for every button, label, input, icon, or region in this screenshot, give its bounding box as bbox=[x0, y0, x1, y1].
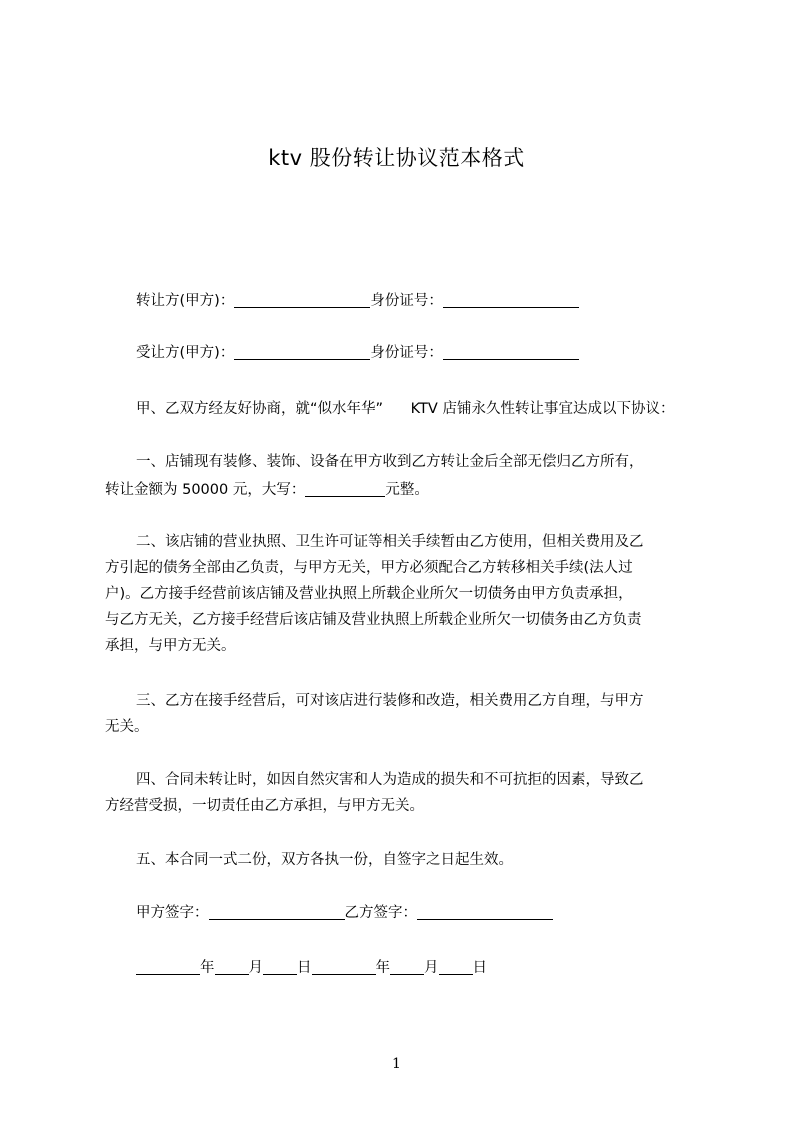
clause-2-line-5: 承担，与甲方无关。 bbox=[105, 638, 236, 654]
party-b-name-blank[interactable] bbox=[234, 343, 370, 360]
party-a-name-blank[interactable] bbox=[234, 291, 370, 308]
party-b-id-blank[interactable] bbox=[443, 343, 579, 360]
clause-1-amount-suffix: 元整。 bbox=[385, 482, 429, 498]
year-a-blank[interactable] bbox=[136, 958, 200, 975]
clause-3-line-1: 三、乙方在接手经营后，可对该店进行装修和改造，相关费用乙方自理，与甲方 bbox=[136, 693, 644, 709]
sign-a-blank[interactable] bbox=[209, 903, 345, 920]
sign-b-blank[interactable] bbox=[417, 903, 553, 920]
day-a-blank[interactable] bbox=[263, 958, 297, 975]
document-title: ktv 股份转让协议范本格式 bbox=[268, 146, 525, 170]
year-a-label: 年 bbox=[200, 960, 215, 976]
clause-2-line-4: 与乙方无关，乙方接手经营后该店铺及营业执照上所载企业所欠一切债务由乙方负责 bbox=[105, 612, 642, 628]
year-b-blank[interactable] bbox=[312, 958, 376, 975]
party-b-line bbox=[105, 340, 736, 366]
signature-line bbox=[105, 900, 736, 926]
clause-1-line-2 bbox=[105, 477, 705, 503]
day-b-blank[interactable] bbox=[439, 958, 473, 975]
party-a-label: 转让方(甲方)： bbox=[136, 293, 235, 309]
day-b-label: 日 bbox=[472, 960, 487, 976]
sign-a-label: 甲方签字： bbox=[136, 905, 209, 921]
party-b-label: 受让方(甲方)： bbox=[136, 345, 235, 361]
clause-2-line-3: 户)。乙方接手经营前该店铺及营业执照上所载企业所欠一切债务由甲方负责承担， bbox=[105, 586, 633, 602]
day-a-label: 日 bbox=[297, 960, 312, 976]
clause-5: 五、本合同一式二份，双方各执一份，自签字之日起生效。 bbox=[136, 852, 513, 868]
party-b-id-label: 身份证号： bbox=[370, 345, 443, 361]
party-a-id-label: 身份证号： bbox=[370, 293, 443, 309]
month-a-label: 月 bbox=[248, 960, 263, 976]
clause-2-line-2: 方引起的债务全部由乙负责，与甲方无关，甲方必须配合乙方转移相关手续(法人过 bbox=[105, 560, 633, 576]
sign-b-label: 乙方签字： bbox=[344, 905, 417, 921]
clause-1-amount-text: 转让金额为 50000 元，大写： bbox=[105, 482, 306, 498]
page-number: 1 bbox=[392, 1056, 401, 1072]
clause-2-line-1: 二、该店铺的营业执照、卫生许可证等相关手续暂由乙方使用，但相关费用及乙 bbox=[136, 534, 644, 550]
clause-3-line-2: 无关。 bbox=[105, 719, 149, 735]
date-line bbox=[105, 955, 736, 981]
intro-paragraph: 甲、乙双方经友好协商，就“似水年华” KTV 店铺永久性转让事宜达成以下协议： bbox=[136, 401, 675, 417]
clause-1-line-1: 一、店铺现有装修、装饰、设备在甲方收到乙方转让金后全部无偿归乙方所有， bbox=[136, 454, 644, 470]
party-a-line bbox=[105, 288, 736, 314]
clause-4-line-1: 四、合同未转让时，如因自然灾害和人为造成的损失和不可抗拒的因素，导致乙 bbox=[136, 772, 644, 788]
amount-in-words-blank[interactable] bbox=[305, 480, 385, 497]
party-a-id-blank[interactable] bbox=[443, 291, 579, 308]
clause-4-line-2: 方经营受损，一切责任由乙方承担，与甲方无关。 bbox=[105, 798, 424, 814]
month-b-blank[interactable] bbox=[390, 958, 424, 975]
month-b-label: 月 bbox=[424, 960, 439, 976]
month-a-blank[interactable] bbox=[215, 958, 249, 975]
year-b-label: 年 bbox=[375, 960, 390, 976]
